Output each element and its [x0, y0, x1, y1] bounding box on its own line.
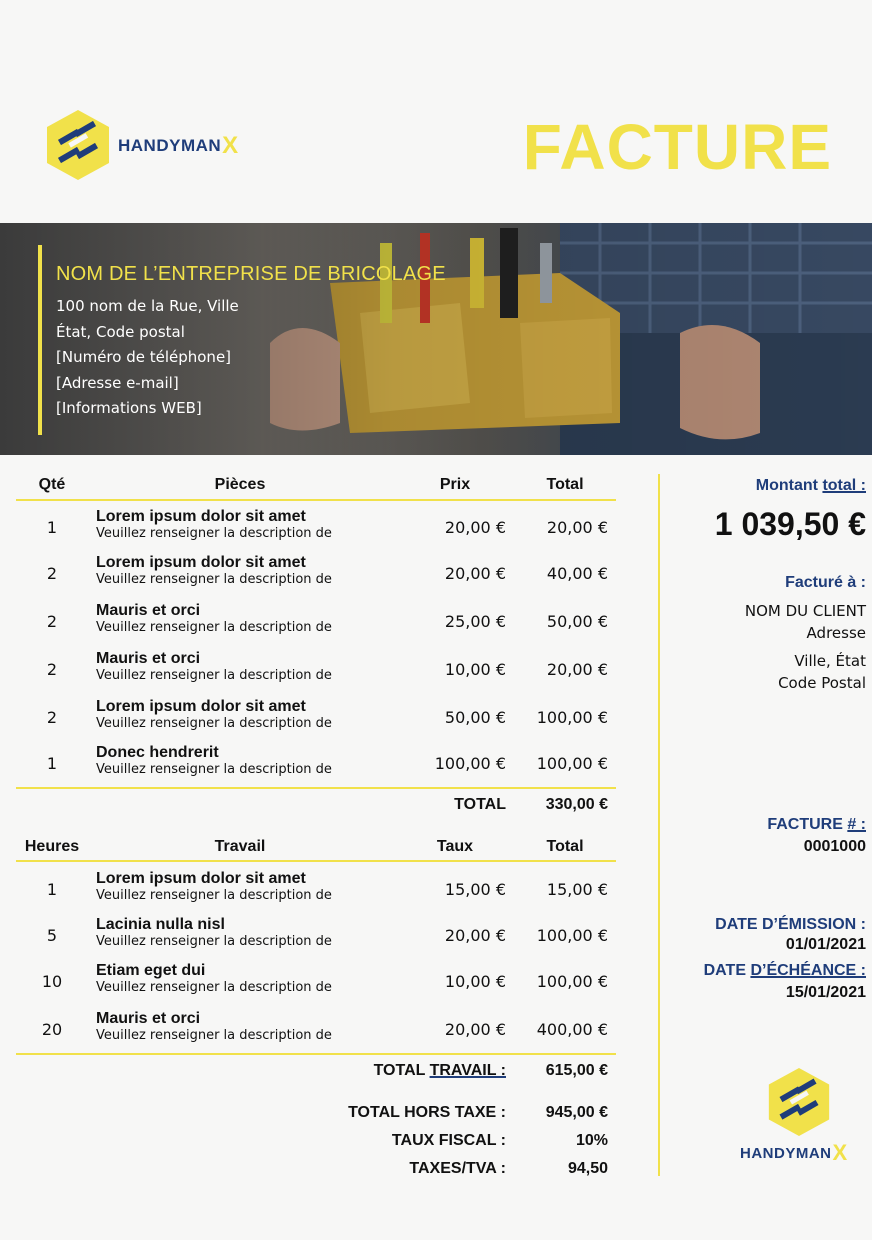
row-description: Veuillez renseigner la description de — [96, 620, 332, 635]
row-title: Mauris et orci — [96, 1010, 201, 1027]
billed-to-label: Facturé à : — [785, 574, 866, 591]
parts-total-label: TOTAL — [454, 796, 506, 813]
company-web: [Informations WEB] — [56, 399, 202, 417]
client-address: Adresse — [806, 624, 866, 642]
row-qty: 2 — [46, 660, 58, 679]
row-title: Mauris et orci — [96, 650, 201, 667]
invoice-number-label: FACTURE # : — [767, 816, 866, 833]
parts-header-rule — [16, 499, 616, 501]
row-description: Veuillez renseigner la description de — [96, 716, 332, 731]
subtotal-row — [16, 1104, 616, 1128]
sidebar-divider — [658, 474, 660, 1176]
parts-row — [16, 604, 616, 644]
parts-row — [16, 746, 616, 786]
brand-logo — [44, 108, 244, 184]
parts-total-row — [16, 796, 616, 820]
document-title: FACTURE — [522, 111, 832, 183]
row-total: 20,00 € — [546, 660, 608, 679]
row-description: Veuillez renseigner la description de — [96, 668, 332, 683]
client-postal-code: Code Postal — [778, 674, 866, 692]
row-qty: 2 — [46, 564, 58, 583]
labor-footer-rule — [16, 1053, 616, 1055]
labor-header-hours: Heures — [24, 838, 80, 855]
row-rate: 10,00 € — [444, 972, 506, 991]
due-date-value: 15/01/2021 — [785, 984, 866, 1001]
parts-row — [16, 700, 616, 740]
client-block — [745, 600, 866, 694]
labor-total-row — [16, 1062, 616, 1086]
row-price: 100,00 € — [434, 754, 506, 773]
row-hours: 10 — [41, 972, 63, 991]
labor-header-item: Travail — [214, 838, 266, 855]
parts-total-value: 330,00 € — [545, 796, 608, 813]
parts-row — [16, 652, 616, 692]
row-rate: 20,00 € — [444, 926, 506, 945]
labor-total-value: 615,00 € — [545, 1062, 608, 1079]
row-total: 100,00 € — [536, 926, 608, 945]
company-email: [Adresse e-mail] — [56, 373, 179, 392]
parts-header-item: Pièces — [214, 476, 266, 493]
row-description: Veuillez renseigner la description de — [96, 572, 332, 587]
brand-logo-bottom — [738, 1066, 862, 1166]
row-description: Veuillez renseigner la description de — [96, 1028, 332, 1043]
client-name: NOM DU CLIENT — [744, 602, 866, 620]
row-title: Etiam eget dui — [96, 962, 206, 979]
company-info — [56, 263, 446, 422]
handyman-logo-icon — [764, 1066, 834, 1138]
row-qty: 1 — [46, 754, 58, 773]
row-title: Lorem ipsum dolor sit amet — [96, 508, 306, 525]
labor-header-total: Total — [546, 838, 584, 855]
row-description: Veuillez renseigner la description de — [96, 934, 332, 949]
row-description: Veuillez renseigner la description de — [96, 888, 332, 903]
labor-row — [16, 872, 616, 912]
amount-total-value: 1 039,50 € — [714, 506, 866, 542]
handyman-logo-icon — [44, 108, 112, 182]
row-total: 15,00 € — [546, 880, 608, 899]
subtotal-label: TOTAL HORS TAXE : — [348, 1104, 506, 1121]
amount-total-label: Montant total : — [755, 477, 866, 494]
invoice-number-value: 0001000 — [803, 838, 866, 855]
labor-header-rule — [16, 860, 616, 862]
row-title: Mauris et orci — [96, 602, 201, 619]
company-state-line: État, Code postal — [56, 322, 185, 341]
row-qty: 2 — [46, 708, 58, 727]
company-address-line: 100 nom de la Rue, Ville — [56, 297, 239, 315]
issue-date-label: DATE D’ÉMISSION : — [715, 916, 866, 933]
row-total: 40,00 € — [546, 564, 608, 583]
company-phone: [Numéro de téléphone] — [56, 348, 232, 366]
row-price: 20,00 € — [444, 518, 506, 537]
tax-amount-row — [16, 1160, 616, 1184]
parts-row — [16, 556, 616, 596]
row-description: Veuillez renseigner la description de — [96, 980, 332, 995]
row-price: 50,00 € — [444, 708, 506, 727]
row-hours: 1 — [46, 880, 58, 899]
row-description: Veuillez renseigner la description de — [96, 526, 332, 541]
row-title: Lorem ipsum dolor sit amet — [96, 698, 306, 715]
row-total: 400,00 € — [536, 1020, 608, 1039]
company-name: NOM DE L’ENTREPRISE DE BRICOLAGE — [56, 263, 446, 285]
row-total: 100,00 € — [536, 708, 608, 727]
company-banner — [0, 223, 872, 455]
row-price: 20,00 € — [444, 564, 506, 583]
row-total: 100,00 € — [536, 754, 608, 773]
tax-rate-value: 10% — [575, 1132, 608, 1149]
row-description: Veuillez renseigner la description de — [96, 762, 332, 777]
brand-name-bottom: HANDYMANX — [740, 1140, 848, 1165]
tax-rate-label: TAUX FISCAL : — [391, 1132, 506, 1149]
row-qty: 2 — [46, 612, 58, 631]
row-title: Lorem ipsum dolor sit amet — [96, 870, 306, 887]
parts-row — [16, 510, 616, 550]
tax-amount-value: 94,50 — [567, 1160, 608, 1177]
row-price: 10,00 € — [444, 660, 506, 679]
row-total: 100,00 € — [536, 972, 608, 991]
brand-name: HANDYMANX — [118, 132, 239, 159]
row-title: Lorem ipsum dolor sit amet — [96, 554, 306, 571]
due-date-label: DATE D’ÉCHÉANCE : — [703, 962, 866, 979]
row-hours: 20 — [41, 1020, 63, 1039]
row-total: 50,00 € — [546, 612, 608, 631]
row-title: Donec hendrerit — [96, 744, 219, 761]
row-title: Lacinia nulla nisl — [96, 916, 225, 933]
labor-row — [16, 918, 616, 958]
row-rate: 15,00 € — [444, 880, 506, 899]
tax-rate-row — [16, 1132, 616, 1156]
parts-header-qty: Qté — [38, 476, 66, 493]
parts-header-price: Prix — [439, 476, 471, 493]
issue-date-value: 01/01/2021 — [785, 936, 866, 953]
labor-total-label: TOTAL TRAVAIL : — [373, 1062, 506, 1079]
row-qty: 1 — [46, 518, 58, 537]
labor-header-rate: Taux — [436, 838, 474, 855]
row-rate: 20,00 € — [444, 1020, 506, 1039]
parts-header-total: Total — [546, 476, 584, 493]
row-total: 20,00 € — [546, 518, 608, 537]
subtotal-value: 945,00 € — [545, 1104, 608, 1121]
row-hours: 5 — [46, 926, 58, 945]
row-price: 25,00 € — [444, 612, 506, 631]
labor-row — [16, 1012, 616, 1052]
labor-row — [16, 964, 616, 1004]
banner-accent-bar — [38, 245, 42, 435]
tax-amount-label: TAXES/TVA : — [409, 1160, 506, 1177]
client-city-state: Ville, État — [794, 652, 866, 670]
parts-footer-rule — [16, 787, 616, 789]
